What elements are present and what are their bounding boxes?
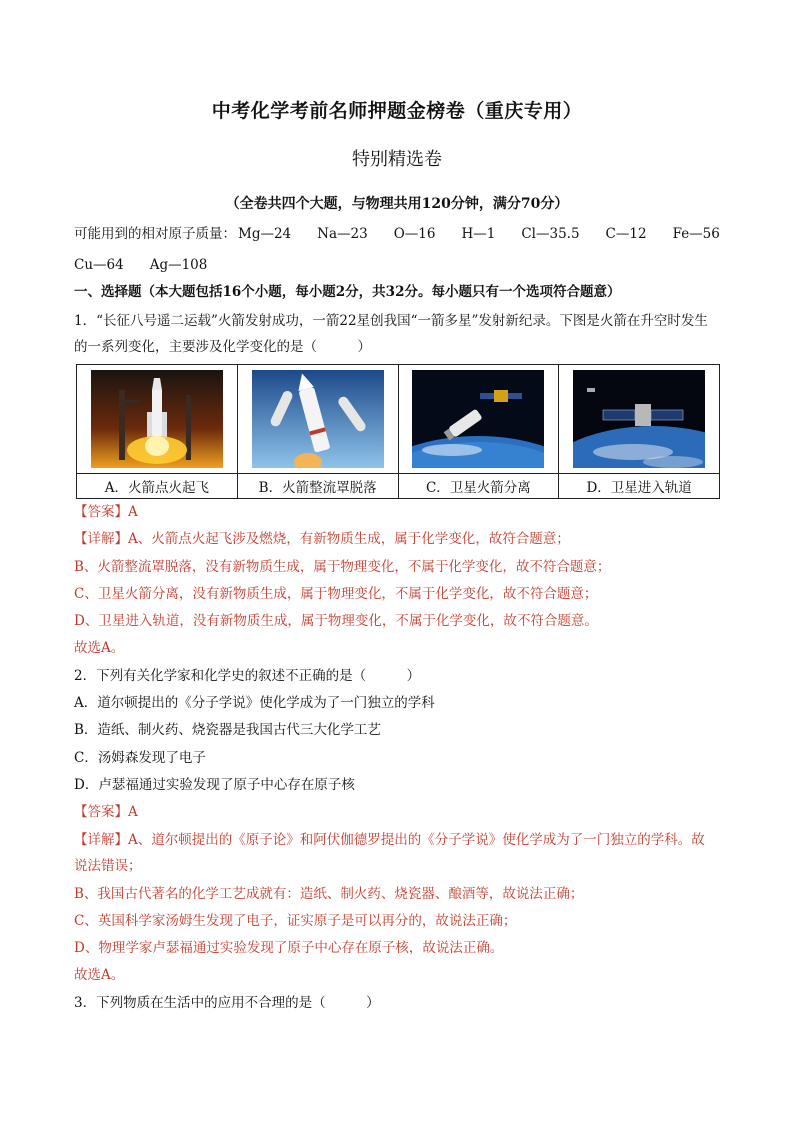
q2-stem: 2．下列有关化学家和化学史的叙述不正确的是（ ） (74, 668, 421, 684)
q1-analysis-line1: 【详解】A、火箭点火起飞涉及燃烧，有新物质生成，属于化学变化，故符合题意； (74, 531, 570, 547)
exam-info: （全卷共四个大题，与物理共用120分钟，满分70分） (225, 196, 569, 212)
q1-option-c: C．卫星火箭分离 (398, 474, 559, 499)
q2-analysis-line3: B、我国古代著名的化学工艺成就有：造纸、制火药、烧瓷器、酿酒等，故说法正确； (74, 886, 584, 902)
mass-item: Mg—24 (238, 226, 292, 242)
mass-item: Cu—64 (74, 257, 124, 273)
page-subtitle: 特别精选卷 (352, 149, 442, 170)
q1-option-d-cell (559, 365, 720, 474)
mass-item: C—12 (605, 226, 647, 242)
fairing-separation-image (252, 370, 384, 468)
q2-analysis-line2: 说法错误； (74, 858, 142, 874)
q1-analysis-line2: B、火箭整流罩脱落，没有新物质生成，属于物理变化，不属于化学变化，故不符合题意； (74, 559, 611, 575)
analysis-tag: 【详解】 (74, 531, 128, 547)
q2-analysis-line1: 【详解】A、道尔顿提出的《原子论》和阿伏伽德罗提出的《分子学说》使化学成为了一门独立的学科。故 (74, 832, 705, 848)
page-title: 中考化学考前名师押题金榜卷（重庆专用） (211, 100, 583, 122)
satellite-orbit-image (573, 370, 705, 468)
q1-option-a-cell (77, 365, 238, 474)
q2-option-b: B．造纸、制火药、烧瓷器是我国古代三大化学工艺 (74, 722, 381, 738)
q1-analysis-line4: D、卫星进入轨道，没有新物质生成，属于物理变化，不属于化学变化，故不符合题意。 (74, 613, 598, 629)
q3-stem: 3．下列物质在生活中的应用不合理的是（ ） (74, 995, 380, 1011)
mass-item: Fe—56 (672, 226, 720, 242)
q2-analysis-line5: D、物理学家卢瑟福通过实验发现了原子中心存在原子核，故说法正确。 (74, 940, 504, 956)
analysis-tag: 【详解】 (74, 832, 128, 848)
q2-option-c: C．汤姆森发现了电子 (74, 750, 206, 766)
mass-item: Ag—108 (149, 257, 208, 273)
mass-item: Na—23 (317, 226, 368, 242)
section-heading: 一、选择题（本大题包括16个小题，每小题2分，共32分。每小题只有一个选项符合题意） (74, 284, 621, 300)
q2-answer: 【答案】A (74, 804, 138, 820)
q2-conclusion: 故选A。 (74, 967, 125, 983)
q1-option-a: A．火箭点火起飞 (77, 474, 238, 499)
q2-option-d: D．卢瑟福通过实验发现了原子中心存在原子核 (74, 777, 355, 793)
mass-item: Cl—35.5 (521, 226, 580, 242)
q1-option-d: D．卫星进入轨道 (559, 474, 720, 499)
q2-analysis-line4: C、英国科学家汤姆生发现了电子，证实原子是可以再分的，故说法正确； (74, 913, 517, 929)
q1-option-c-cell (398, 365, 559, 474)
atomic-masses-label: 可能用到的相对原子质量： (74, 226, 236, 242)
mass-item: H—1 (461, 226, 496, 242)
q1-analysis-line3: C、卫星火箭分离，没有新物质生成，属于物理变化，不属于化学变化，故不符合题意； (74, 586, 598, 602)
q1-conclusion: 故选A。 (74, 640, 125, 656)
q2-option-a: A．道尔顿提出的《分子学说》使化学成为了一门独立的学科 (74, 695, 435, 711)
atomic-masses-line1 (74, 224, 734, 244)
q1-option-b: B．火箭整流罩脱落 (237, 474, 398, 499)
satellite-separation-image (412, 370, 544, 468)
q1-options-table (76, 364, 720, 499)
rocket-launch-image (91, 370, 223, 468)
q1-answer: 【答案】A (74, 504, 138, 520)
mass-item: O—16 (393, 226, 436, 242)
q1-option-b-cell (237, 365, 398, 474)
q1-stem-line2: 的一系列变化，主要涉及化学变化的是（ ） (74, 339, 371, 355)
atomic-masses-line2 (74, 255, 734, 275)
q1-stem-line1: 1．“长征八号遥二运载”火箭发射成功，一箭22星创我国“一箭多星”发射新纪录。下图是火箭在升空时发生 (74, 313, 708, 329)
